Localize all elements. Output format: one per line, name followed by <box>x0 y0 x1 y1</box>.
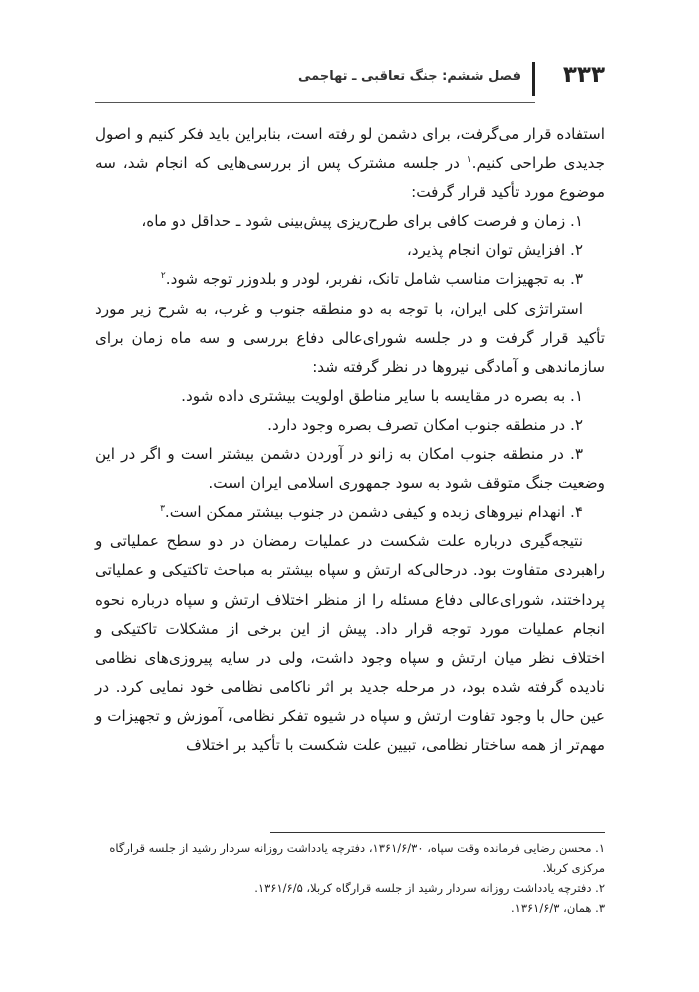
running-header <box>95 60 605 104</box>
list-item: ۴. انهدام نیروهای زبده و کیفی دشمن در جنوب بیشتر ممکن است.$^۳$ <box>160 503 583 522</box>
chapter-title: فصل ششم: جنگ تعاقبی ـ تهاجمی <box>297 69 521 84</box>
paragraph-3: نتیجه‌گیری درباره علت شکست در عملیات رمضان در دو سطح عملیاتی و راهبردی متفاوت بود. درحالی‌که ارتش و سپاه بیشتر به مباحث تاکتیکی و عملیاتی پرداختند، شورای‌عالی دفاع مسئله را از منظر اختلاف ارتش و سپاه درباره نحوه انجام عملیات مورد توجه قرار داد. پیش از این برخی از مشکلات تاکتیکی و اختلاف نظر میان ارتش و سپاه وجود داشت، ولی در سایه پیروزی‌های نظامی نادیده گرفته شده بود، در مرحله جدید بر اثر ناکامی نظامی خود نمایی کرد. در عین حال با وجود تفاوت ارتش و سپاه در شیوه تفکر نظامی، آموزش و تجهیزات و مهم‌تر از همه ساختار نظامی، تبیین علت شکست با تأکید بر اختلاف <box>95 532 605 754</box>
paragraph-2: استراتژی کلی ایران، با توجه به دو منطقه جنوب و غرب، به شرح زیر مورد تأکید قرار گرفت و در جلسه شورای‌عالی دفاع بررسی و سه ماه زمان برای سازماندهی و آمادگی نیروها در نظر گرفته شد: <box>95 299 605 376</box>
footnote-ref-2: ۲ <box>160 271 166 282</box>
header-rule <box>95 102 535 103</box>
body-text <box>95 120 605 760</box>
list-item: ۳. در منطقه جنوب امکان به زانو در آوردن دشمن بیشتر است و اگر در این وضعیت جنگ متوقف شود به سود جمهوری اسلامی ایران است. <box>95 445 605 493</box>
footnote-2: ۲. دفترچه یادداشت روزانه سردار رشید از جلسه قرارگاه کربلا، ۱۳۶۱/۶/۵. <box>254 881 605 895</box>
header-divider <box>532 62 535 96</box>
footnote-1: ۱. محسن رضایی فرمانده وقت سپاه، ۱۳۶۱/۶/۳۰، دفترچه یادداشت روزانه سردار رشید از جلسه قرارگاه مرکزی کربلا. <box>109 841 605 875</box>
footnotes <box>95 838 605 918</box>
footnote-ref-3: ۳ <box>160 504 165 515</box>
page-number: ۳۳۳ <box>562 62 605 88</box>
list-item: ۳. به تجهیزات مناسب شامل تانک، نفربر، لودر و بلدوزر توجه شود.$^۲$ <box>160 270 583 289</box>
footnote-3: ۳. همان، ۱۳۶۱/۶/۳. <box>511 901 605 915</box>
footnote-ref-1: ۱ <box>466 155 472 166</box>
list-item: ۱. به بصره در مقایسه با سایر مناطق اولویت بیشتری داده شود. <box>181 386 583 405</box>
footnote-separator <box>270 832 605 833</box>
list-item: ۲. افزایش توان انجام پذیرد، <box>406 241 583 260</box>
paragraph-1: استفاده قرار می‌گرفت، برای دشمن لو رفته است، بنابراین باید فکر کنیم و اصول جدیدی طراحی کنیم.$^۱$ در جلسه مشترک پس از بررسی‌هایی که انجام شد، سه موضوع مورد تأکید قرار گرفت: <box>95 125 605 202</box>
list-item: ۱. زمان و فرصت کافی برای طرح‌ریزی پیش‌بینی شود ـ حداقل دو ماه، <box>141 212 583 231</box>
list-item: ۲. در منطقه جنوب امکان تصرف بصره وجود دارد. <box>267 415 583 434</box>
